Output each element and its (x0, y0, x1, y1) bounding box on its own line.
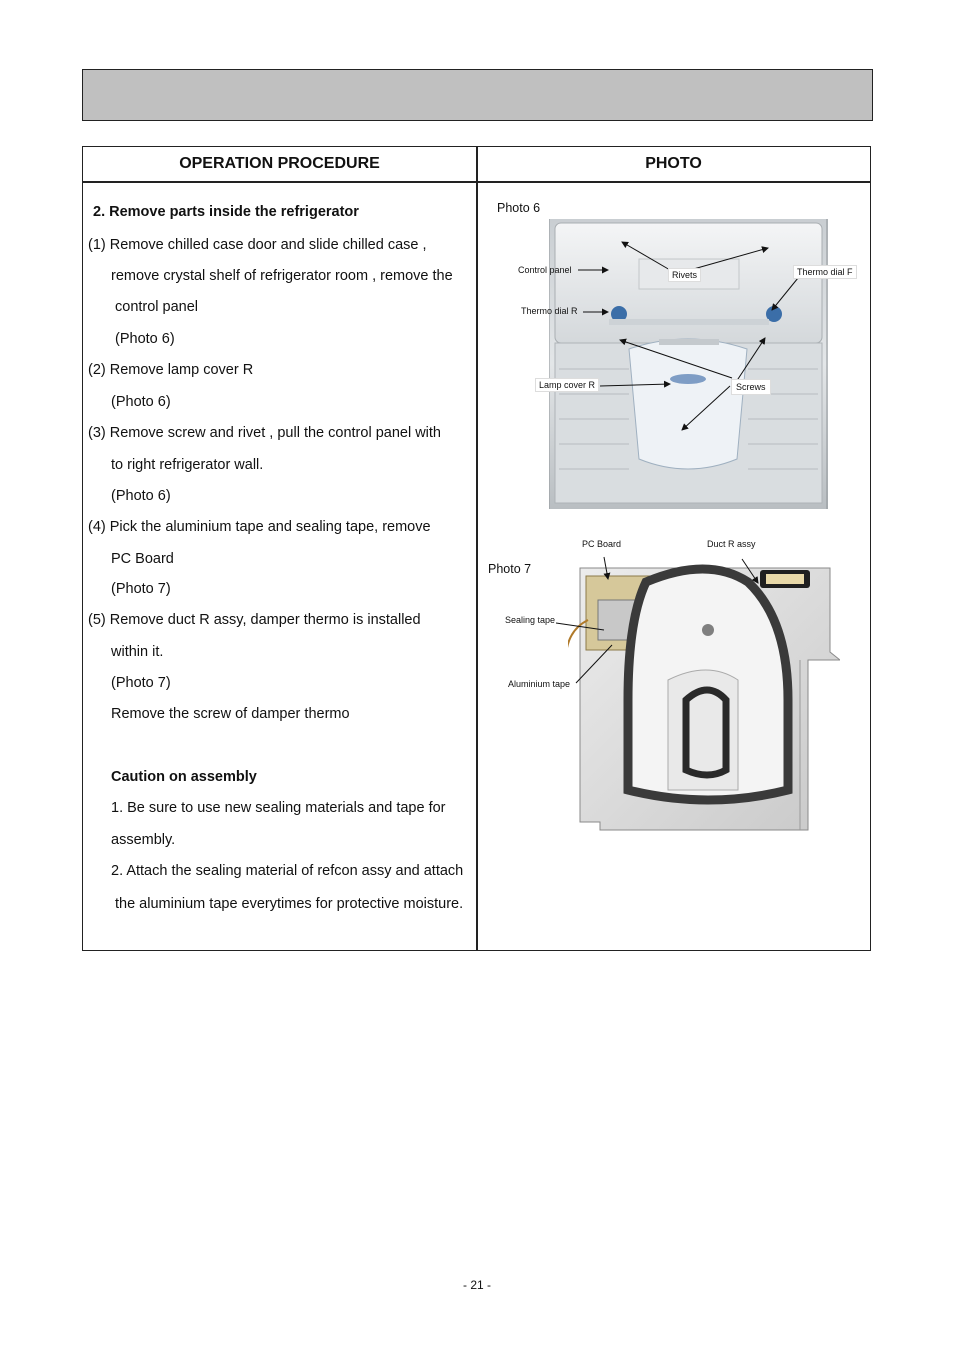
page-number: - 21 - (462, 1278, 491, 1292)
procedure-line: Remove the screw of damper thermo (111, 706, 350, 722)
photo-6-label: Photo 6 (497, 201, 541, 215)
callout-control-panel: Control panel (518, 265, 572, 275)
procedure-line: to right refrigerator wall. (111, 457, 264, 473)
header-photo: PHOTO (645, 155, 702, 172)
callout-sealing-tape: Sealing tape (505, 615, 556, 625)
title-banner (82, 69, 873, 121)
procedure-line: (4) Pick the aluminium tape and sealing tape, remove (88, 519, 431, 535)
procedure-line: (Photo 7) (111, 675, 171, 691)
procedure-line: PC Board (111, 551, 174, 567)
callout-pc-board: PC Board (582, 539, 622, 549)
caution-line: 2. Attach the sealing material of refcon assy and attach (111, 863, 464, 879)
procedure-line: remove crystal shelf of refrigerator room , remove the (111, 268, 453, 284)
column-divider (476, 147, 478, 950)
header-operation-procedure: OPERATION PROCEDURE (179, 155, 380, 172)
callout-thermo-dial-r: Thermo dial R (521, 306, 578, 316)
photo-7-label: Photo 7 (488, 562, 532, 576)
callout-rivets: Rivets (668, 268, 701, 282)
procedure-line: (1) Remove chilled case door and slide chilled case , (88, 237, 427, 253)
procedure-heading: 2. Remove parts inside the refrigerator (93, 204, 359, 220)
callout-aluminium-tape: Aluminium tape (508, 679, 571, 689)
procedure-line: (Photo 6) (111, 488, 171, 504)
caution-line: 1. Be sure to use new sealing materials and tape for (111, 800, 446, 816)
callout-screws: Screws (731, 379, 771, 395)
procedure-line: (2) Remove lamp cover R (88, 362, 254, 378)
procedure-line: (5) Remove duct R assy, damper thermo is installed (88, 612, 421, 628)
callout-thermo-dial-f: Thermo dial F (793, 265, 857, 279)
procedure-line: (Photo 6) (115, 331, 175, 347)
procedure-line: within it. (111, 644, 164, 660)
callout-duct-r-assy: Duct R assy (707, 539, 756, 549)
procedure-line: (Photo 6) (111, 394, 171, 410)
procedure-line: (Photo 7) (111, 581, 171, 597)
caution-line: assembly. (111, 832, 176, 848)
procedure-line: control panel (115, 299, 199, 315)
caution-heading: Caution on assembly (111, 769, 257, 785)
caution-line: the aluminium tape everytimes for protective moisture. (115, 896, 464, 912)
photo-6-arrows (490, 230, 840, 450)
callout-lamp-cover-r: Lamp cover R (535, 378, 599, 392)
header-divider (83, 181, 870, 183)
procedure-line: (3) Remove screw and rivet , pull the control panel with (88, 425, 441, 441)
